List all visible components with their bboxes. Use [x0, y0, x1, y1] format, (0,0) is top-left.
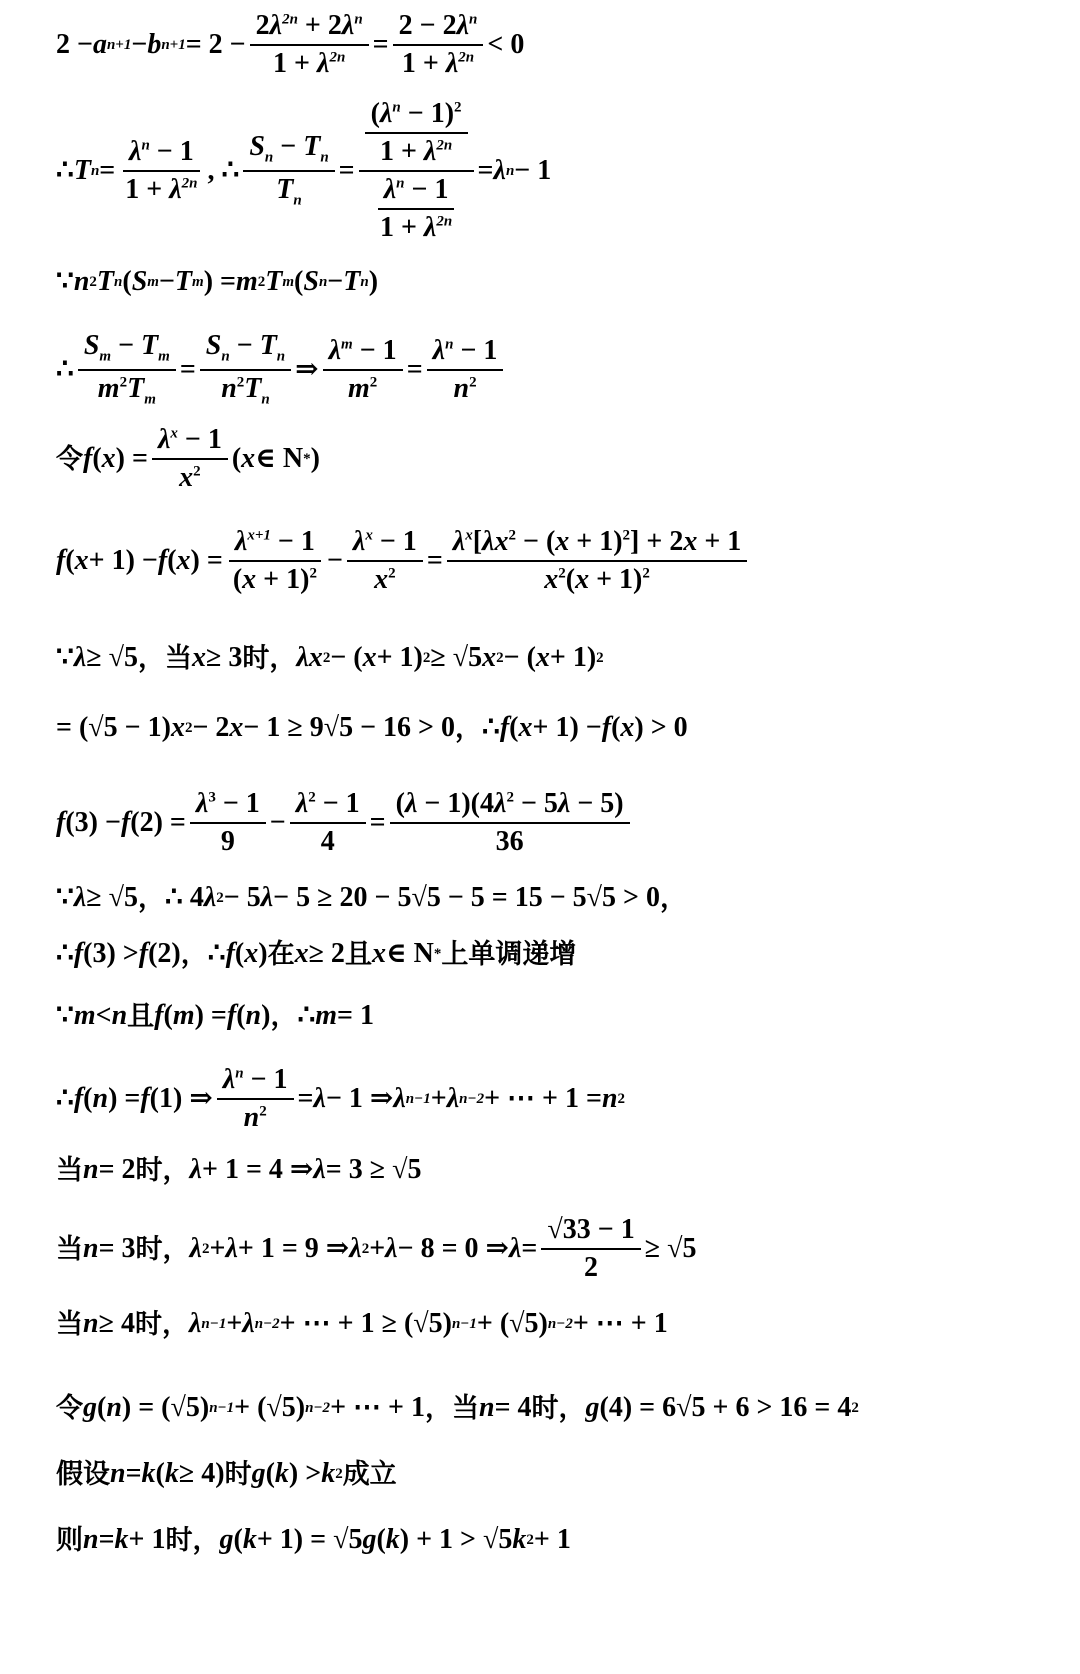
equation-line-7: ∵ λ ≥ √5 ，当 x ≥ 3 时， λx 2 − ( x + 1) 2 ≥ √5 x 2 − ( x + 1) 2 — [56, 642, 604, 674]
equation-line-6: f ( x + 1) − f ( x ) = $\frac{\lambda^{x+1} - 1}{(x + 1)^2}$ − $\frac{\lambda^x - 1}{x^2}$ = $\frac{\lambda^x[\lambda x^2 - (x + 1)^2] + 2x + 1}{x^2(x + 1)^2}$ — [56, 528, 751, 594]
equation-line-13: ∴ f ( n ) = f (1) ⇒ $\frac{\lambda^n - 1}{n^2}$ = λ − 1 ⇒ λ n−1 + λ n−2 + ⋯ + 1 = n 2 — [56, 1064, 626, 1133]
equation-line-1: 2 − a n+1 − b n+1 = 2 − $\frac{2\lambda^{2n} + 2\lambda^n}{1 + \lambda^{2n}}$ = $\frac{2 - 2\lambda^n}{1 + \lambda^{2n}}$ < 0 — [56, 10, 525, 79]
equation-line-8: = (√5 − 1) x 2 − 2 x − 1 ≥ 9√5 − 16 > 0 ， ∴ f ( x + 1) − f ( x ) > 0 — [56, 712, 688, 744]
equation-line-2: ∴ T n = $\frac{\lambda^n - 1}{1 + \lambda^{2n}}$ , ∴ $\frac{S_n - T_n}{T_n}$ = $\frac{\frac{(\lambda^n - 1)^2}{1 + \lambda^{2n}}}{\frac{\lambda^n - 1}{1 + \lambda^{2n}}}$ = λ n − 1 — [56, 98, 552, 243]
equation-line-5: 令 f ( x ) = $\frac{\lambda^x - 1}{x^2}$ ( x ∈ N * ) — [56, 424, 320, 493]
equation-line-3: ∵ n 2 T n ( S m − T m ) = m 2 T m ( S n − T n ) — [56, 266, 379, 297]
equation-line-18: 假设 n = k ( k ≥ 4) 时 g ( k ) > k 2 成立 — [56, 1458, 397, 1490]
equation-line-16: 当 n ≥ 4 时， λ n−1 + λ n−2 + ⋯ + 1 ≥ (√5) n−1 + (√5) n−2 + ⋯ + 1 — [56, 1308, 668, 1340]
equation-line-4: ∴ $\frac{S_m - T_m}{m^2T_m}$ = $\frac{S_n - T_n}{n^2T_n}$ ⇒ $\frac{\lambda^m - 1}{m^2}$ = $\frac{\lambda^n - 1}{n^2}$ — [56, 332, 507, 407]
equation-line-14: 当 n = 2 时， λ + 1 = 4 ⇒ λ = 3 ≥ √5 — [56, 1154, 422, 1186]
equation-line-19: 则 n = k + 1 时， g ( k + 1) = √5 g ( k ) + 1 > √5 k 2 + 1 — [56, 1524, 571, 1556]
equation-line-12: ∵ m < n 且 f ( m ) = f ( n ) ， ∴ m = 1 — [56, 1000, 375, 1032]
equation-line-15: 当 n = 3 时， λ 2 + λ + 1 = 9 ⇒ λ 2 + λ − 8 = 0 ⇒ λ = $\frac{√33 - 1}{2}$ ≥ √5 — [56, 1214, 697, 1283]
equation-line-17: 令 g ( n ) = (√5) n−1 + (√5) n−2 + ⋯ + 1 ，当 n = 4 时， g (4) = 6√5 + 6 > 16 = 4 2 — [56, 1392, 859, 1424]
equation-line-10: ∵ λ ≥ √5 ， ∴ 4 λ 2 − 5 λ − 5 ≥ 20 − 5√5 − 5 = 15 − 5√5 > 0 ， — [56, 882, 688, 914]
equation-line-9: f (3) − f (2) = $\frac{\lambda^3 - 1}{9}$ − $\frac{\lambda^2 - 1}{4}$ = $\frac{(\lambda - 1)(4\lambda^2 - 5\lambda - 5)}{36}$ — [56, 790, 634, 856]
equation-line-11: ∴ f (3) > f (2) ， ∴ f ( x ) 在 x ≥ 2 且 x ∈ N * 上单调递增 — [56, 938, 577, 970]
